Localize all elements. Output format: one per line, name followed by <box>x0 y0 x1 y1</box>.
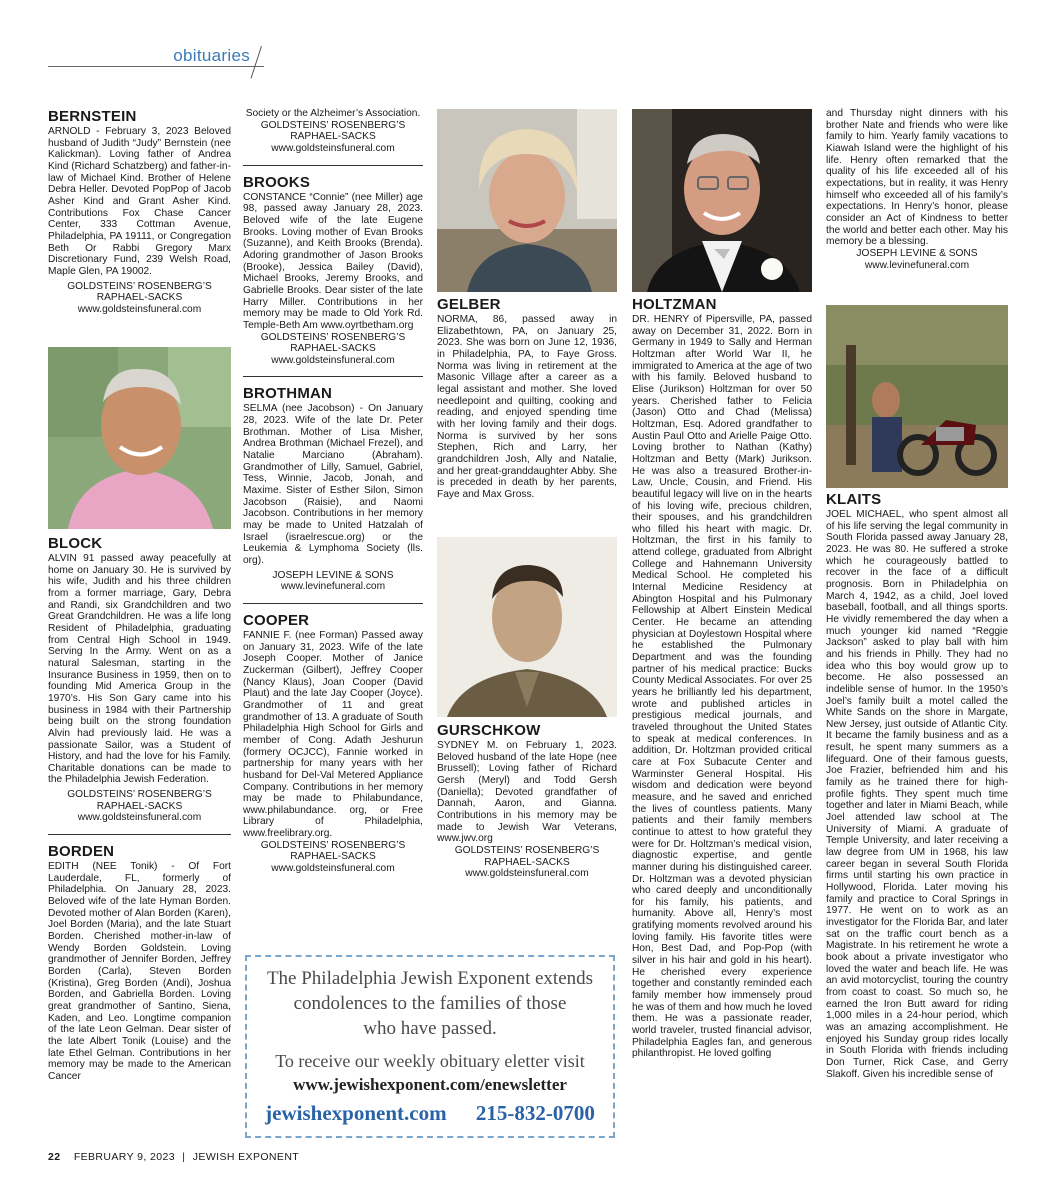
obit-text-gurschkow: SYDNEY M. on February 1, 2023. Beloved husband of the late Hope (nee Brussell); Loving father of Richard Gersh (Meryl) and Todd Gersh (Daniella); Devoted grandfather of Dannah, Aaron, and Gianna. Contributions in his memory may be made to Jewish War Veterans, www.jwv.org <box>437 740 617 845</box>
portrait-gurschkow-image <box>437 537 617 717</box>
funeral-home-bernstein: GOLDSTEINS’ ROSENBERG’S RAPHAEL-SACKS www.goldsteinsfuneral.com <box>67 280 212 315</box>
section-header <box>48 40 270 80</box>
divider <box>48 834 231 835</box>
obit-text-brooks: CONSTANCE “Connie” (nee Miller) age 98, passed away January 28, 2023. Beloved wife of the late Eugene Brooks. Loving mother of Evan Brooks (Suzanne), and Keith Brooks (Brenda). Adoring grandmother of Jason Brooks (Brooke), Jessica Bailey (David), Michael Brooks, Jeremy Brooks, and Gabrielle Brooks. Dear sister of the late Harry Miller. Contributions in her memory may be made to Old York Rd. Temple-Beth Am www.oyrtbetham.org <box>243 191 423 331</box>
divider <box>243 603 423 604</box>
portrait-klaits-image <box>826 305 1008 488</box>
obit-name-bernstein: BERNSTEIN <box>48 108 137 125</box>
obit-text-borden: EDITH (NEE Tonik) - Of Fort Lauderdale, FL, formerly of Philadelphia. On January 28, 2023. Beloved wife of the late Hyman Borden. Devoted mother of Alan Borden (Karen), Joel Borden (Maria), and the late Stuart Borden. Cherished mother-in-law of Wendy Borden Goldstein. Loving grandmother of Jennifer Borden, Jeffrey Borden (Carla), Steven Borden (Kristina), Greg Borden (Andi), Joshua Borden, and Gabriella Borden. Loving great grandmother of Santino, Siena, Kaden, and Leo. Longtime companion of the late Leon Gelman. Dear sister of the late Albert Tonik (Louise) and the late Ethel Gelman. Contributions in her memory may be made to the American Cancer <box>48 861 231 1082</box>
obit-name-brothman: BROTHMAN <box>243 385 333 403</box>
page-footer <box>48 1151 299 1163</box>
ad-line-4: To receive our weekly obituary eletter visit <box>275 1051 585 1071</box>
obit-text-holtzman: DR. HENRY of Pipersville, PA, passed away on December 31, 2022. Born in Germany in 1949 to Sally and Herman Holtzman after World War II, he immigrated to America at the age of two with his family. Beloved husband to Elise (Jurikson) Holtzman for over 50 years. Cherished father to Felicia (Jason) Otto and Chad (Melissa) Holtzman, Esq. Adored grandfather to Austin Paul Otto and Arielle Paige Otto. Loving brother to Nathan (Kathy) Holtzman and Betty (Mark) Jurikson. He was also a treasured Brother-in-Law, Uncle, Cousin, and Friend. His beautiful legacy will live on in the hearts of his loving wife, precious children, their spouses, and his grandchildren who filled his heart with magic. Dr. Holtzman, the first in his family to attend college, graduated from Albright College and Hahnemann University Medical School. He completed his Internal Medicine Residency at Abington Hospital and his Pulmonary Fellowship at Albert Einstein Medical Center. He became an attending physician at Doylestown Hospital where he established the Pulmonary Department and was the founding partner of his medical practice: Bucks County Medical Associates. For over 25 years he brilliantly led his department, wrote and published articles in prestigious medical journals, and traveled throughout the United States to speak at medical conferences. In addition, Dr. Holtzman provided critical care at Fox Subacute Center and Warminster General Hospital. His wisdom and dedication were beyond measure, and he saved and enriched the lives of countless patients. Many patients and their family members continue to attest to how grateful they were for Dr. Holtzman’s medical vision, diagnostic expertise, and gentle manner during his distinguished career. Dr. Holtzman was a devoted physician who cared deeply and unconditionally for his family, his patients, and humanity. Above all, Henry’s most gratifying moments revolved around his loving family. His favorite titles were Hon, Best Dad, and Pop-Pop (with silver in his hair and gold in his heart). He cherished every experience together and constantly reminded each family member how immensely proud he was of them and how much he loved them. He was a passionate reader, world traveler, trusted financial advisor, Philadelphia Eagles fan, and generous philanthropist. He loved golfing <box>632 314 812 1060</box>
obit-text-gelber: NORMA, 86, passed away in Elizabethtown, PA, on January 25, 2023. She was born on June 12, 1936, in Philadelphia, PA, to Faye Gross. Norma was living in retirement at the Masonic Village after a career as a legal assistant and mother. She loved needlepoint and quilting, cooking and reading, and enjoyed spending time with her loving family and their dogs. Norma is survived by her sons Stephen, Rich and Larry, her grandchildren Josh, Ally and Natalie, and her great-granddaughter Abby. She is preceded in death by her parents, Faye and Max Gross. <box>437 314 617 500</box>
divider <box>243 165 423 166</box>
obit-name-holtzman: HOLTZMAN <box>632 296 717 313</box>
obit-text-bernstein: ARNOLD - February 3, 2023 Beloved husband of Judith “Judy” Bernstein (nee Kalickman). Loving father of Andrea Kind (Richard Schatzberg) and father-in-law of Michael Kind. Brother of Helene Debra Heller. Devoted PopPop of Jacob Asher Kind and Grant Asher Kind. Contributions Fox Chase Cancer Center, 333 Cottman Avenue, Philadelphia, PA 19111, or Congregation Beth Or Rabbi Gregory Marx Discretionary Fund, 239 Welsh Road, Maple Glen, PA 19002. <box>48 126 231 277</box>
issue-date: FEBRUARY 9, 2023 <box>73 1151 175 1163</box>
obit-text-brothman: SELMA (nee Jacobson) - On January 28, 2023. Wife of the late Dr. Peter Brothman. Mother of Lisa Misher, Andrea Brothman (Michael Frezel), and Natalie Marciano (Abraham). Grandmother of Lilly, Samuel, Gabriel, Tess, Winnie, Jacob, Jonah, and Maxime. Sister of Esther Silon, Simon Jacobson (Raisie), and Naomi Jacobson. Contributions in her memory may be made to United Hatzalah of Israel (israelrescue.org) or the Leukemia & Lymphoma Society (lls. org). <box>243 403 423 566</box>
portrait-block-image <box>48 347 231 529</box>
photo-block <box>48 347 231 529</box>
obit-name-borden: BORDEN <box>48 843 115 861</box>
ad-contact <box>247 1101 613 1126</box>
column-3b <box>437 722 617 880</box>
funeral-home-holtzman: JOSEPH LEVINE & SONS www.levinefuneral.com <box>856 247 978 271</box>
obit-text-borden-cont: Society or the Alzheimer’s Association. <box>245 108 421 119</box>
column-5b <box>826 491 1008 1080</box>
ad-line-2: condolences to the families of those <box>293 993 567 1014</box>
section-slash <box>250 46 261 79</box>
funeral-home-cooper: GOLDSTEINS’ ROSENBERG’S RAPHAEL-SACKS www.goldsteinsfuneral.com <box>260 839 406 875</box>
section-rule <box>48 66 264 67</box>
divider <box>243 376 423 377</box>
obit-text-klaits: JOEL MICHAEL, who spent almost all of his life serving the legal community in South Florida passed away January 28, 2023. He was 80. He suffered a stroke which he courageously battled to recover in the face of a difficult prognosis. Born in Philadelphia on March 4, 1942, as a child, Joel loved baseball, football, and all things sports. He vividly remembered the day when a much younger kid named “Reggie Jackson” asked to play ball with him and his friends in Philly. They had no idea who this boy would grow up to become. He also possessed an indelible sense of humor. In the 1950’s Joel’s family built a motel called the White Sands on the shore in Margate, New Jersey, just outside of Atlantic City. It became the family business and as a result, he spent many summers as a lifeguard. One of their famous guests, Joe Frazier, befriended him and his family as he trained there for high-profile fights. They spent much time together and later in Miami Beach, while Joel attended law school at The University of Miami. A graduate of Temple University, and later receiving a law degree from UM in 1968, his law career began in several South Florida firms until starting his own practice in Hollywood, Florida. Later moving his family and practice to Coral Springs in 1977. He went on to work as an investigator for the Florida Bar, and later sat on the traffic court bench as a Magistrate. In his retirement he wrote a book about a private investigator who loved the water and beach life. He was an avid motorcyclist, touring the country from coast to coast. So much so, he earned the Iron Butt award for riding 1,000 miles in a 24-hour period, which was an amazing accomplishment. He enjoyed his Sunday group rides locally in South Florida with friends including Don Turner, Rick Case, and Gerry Slakoff. Given his incredible sense of <box>826 509 1008 1080</box>
obit-text-cooper: FANNIE F. (nee Forman) Passed away on January 31, 2023. Wife of the late Joseph Cooper. Mother of Janice Zuckerman (Gilbert), Jeffrey Cooper (Nancy Klaus), Joan Cooper (David Plaut) and the late Jay Cooper (Joyce). Grandmother of 11 and great grandmother of 13. A graduate of South Philadelphia High School for Girls and member of Cong. Adath Jeshurun (formery OCJCC), Fannie worked in partnership for many years with her husband for Del-Val Metered Appliance Company. Contributions in her memory may be made to Philabundance, www.philabundance. org, or Free Library of Philadelphia, www.freelibrary.org. <box>243 629 423 840</box>
ad-line-1: The Philadelphia Jewish Exponent extends <box>266 968 594 989</box>
obit-name-gelber: GELBER <box>437 296 501 313</box>
photo-gurschkow <box>437 537 617 717</box>
obit-name-cooper: COOPER <box>243 611 310 629</box>
obit-name-klaits: KLAITS <box>826 491 882 508</box>
column-1b <box>48 535 231 1083</box>
ad-line-3: who have passed. <box>363 1018 497 1039</box>
obit-name-gurschkow: GURSCHKOW <box>437 722 541 739</box>
obit-text-holtzman-cont: and Thursday night dinners with his brother Nate and friends who were like family to him. Yearly family vacations to Kiawah Island were the highlight of his life. Henry often remarked that the quality of his life exceeded all of his expectations, but in reality, it was Henry himself who exceeded all of his family’s expectations. In Henry’s honor, please consider an Act of Kindness to better the world and better each other. May his memory be a blessing. <box>826 108 1008 248</box>
website-link[interactable]: jewishexponent.com <box>265 1101 447 1125</box>
newsletter-link[interactable]: www.jewishexponent.com/enewsletter <box>293 1075 567 1094</box>
publication-name: JEWISH EXPONENT <box>192 1151 300 1163</box>
photo-klaits <box>826 305 1008 488</box>
obit-text-block: ALVIN 91 passed away peacefully at home on January 30. He is survived by his wife, Judith and his three children from a former marriage, Gary, Debra and Randi, six Grandchildren and two Great Grandchildren. He was a life long Resident of Philadelphia, graduating from Central High School in 1949. Serving In the Army. Went on as a natural Salesman, starting in the Insurance Business in 1959, then on to founding Mid America Group in the 1970’s. His Son Gary came into his business in 1984 with their Partnership being built on the strong foundation Alvin had previously laid. He was a passionate Sailor, was a Student of History, and had the love for his Family. Charitable donations can be made to the Philadelphia Jewish Federation. <box>48 553 231 786</box>
funeral-home-block: GOLDSTEINS’ ROSENBERG’S RAPHAEL-SACKS www.goldsteinsfuneral.com <box>67 789 212 824</box>
portrait-holtzman-image <box>632 109 812 292</box>
funeral-home-gurschkow: GOLDSTEINS’ ROSENBERG’S RAPHAEL-SACKS www.goldsteinsfuneral.com <box>454 844 600 880</box>
portrait-gelber-image <box>437 109 617 292</box>
photo-holtzman <box>632 109 812 292</box>
column-2 <box>243 108 423 875</box>
page-number: 22 <box>48 1151 61 1163</box>
column-5 <box>826 108 1008 271</box>
funeral-home-borden: GOLDSTEINS’ ROSENBERG’S RAPHAEL-SACKS www.goldsteinsfuneral.com <box>260 119 406 154</box>
obit-name-block: BLOCK <box>48 535 103 552</box>
footer-separator: | <box>182 1151 186 1163</box>
funeral-home-brooks: GOLDSTEINS’ ROSENBERG’S RAPHAEL-SACKS www.goldsteinsfuneral.com <box>260 331 406 366</box>
photo-gelber <box>437 109 617 292</box>
column-4 <box>632 296 812 1060</box>
phone-number: 215-832-0700 <box>475 1101 595 1125</box>
section-title: obituaries <box>173 46 250 65</box>
column-1 <box>48 108 231 316</box>
funeral-home-brothman: JOSEPH LEVINE & SONS www.levinefuneral.com <box>272 569 394 593</box>
column-3 <box>437 296 617 501</box>
condolences-ad <box>245 955 615 1138</box>
obit-name-brooks: BROOKS <box>243 173 311 191</box>
